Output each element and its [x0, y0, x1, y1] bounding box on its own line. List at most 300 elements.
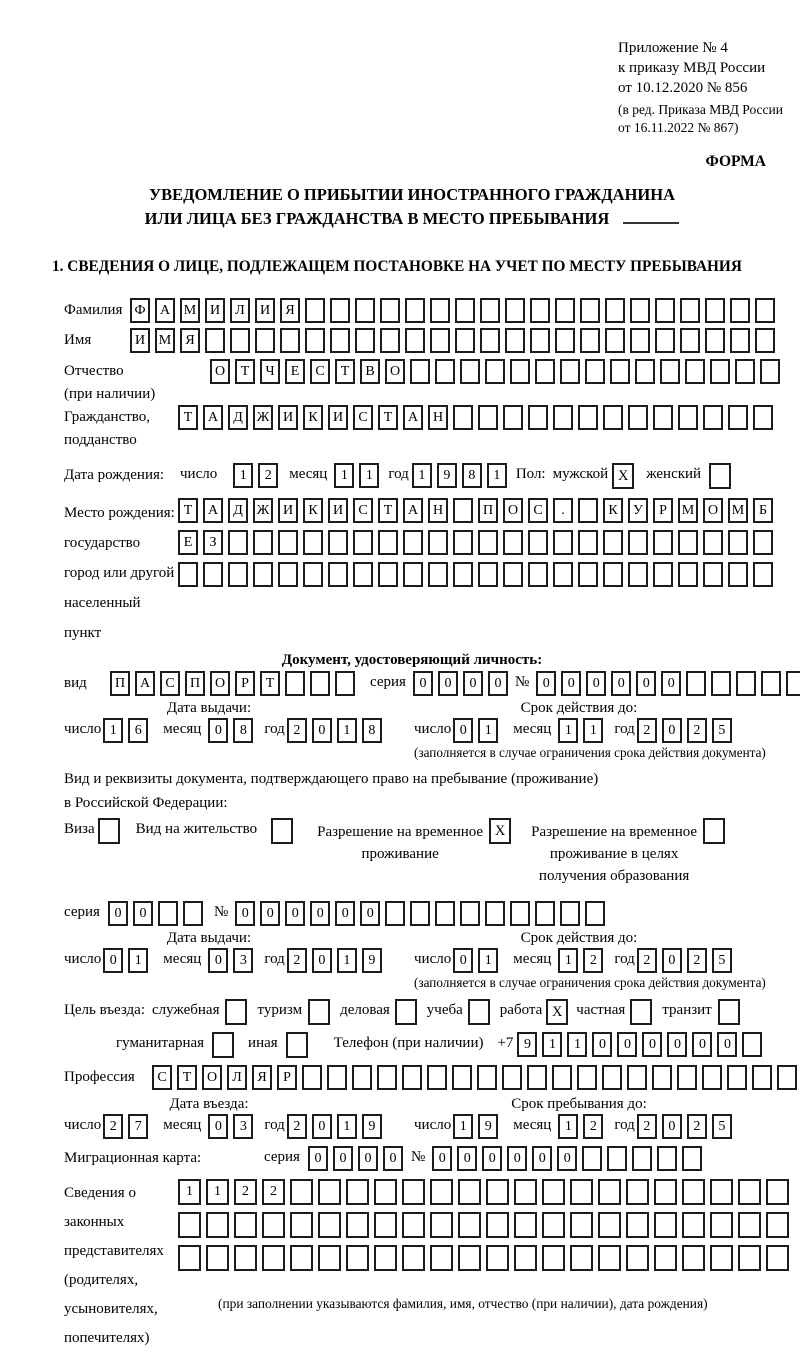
char-cell[interactable]: С: [152, 1065, 172, 1090]
char-cell[interactable]: [705, 298, 725, 323]
char-cell[interactable]: [626, 1179, 649, 1205]
char-cell[interactable]: 0: [235, 901, 255, 926]
char-cell[interactable]: 0: [453, 948, 473, 973]
char-cell[interactable]: [303, 562, 323, 587]
char-cell[interactable]: [711, 671, 731, 696]
char-cell[interactable]: 1: [567, 1032, 587, 1057]
char-cell[interactable]: [755, 298, 775, 323]
char-cell[interactable]: 0: [208, 718, 228, 743]
char-cell[interactable]: [542, 1212, 565, 1238]
char-cell[interactable]: [570, 1212, 593, 1238]
char-cell[interactable]: [405, 298, 425, 323]
char-cell[interactable]: М: [155, 328, 175, 353]
char-cell[interactable]: 0: [208, 948, 228, 973]
char-cell[interactable]: [353, 562, 373, 587]
char-cell[interactable]: 8: [233, 718, 253, 743]
char-cell[interactable]: [480, 328, 500, 353]
char-cell[interactable]: А: [203, 405, 223, 430]
char-cell[interactable]: [655, 298, 675, 323]
char-cell[interactable]: 6: [128, 718, 148, 743]
char-cell[interactable]: [527, 1065, 547, 1090]
char-cell[interactable]: [278, 562, 298, 587]
char-cell[interactable]: [374, 1179, 397, 1205]
char-cell[interactable]: [627, 1065, 647, 1090]
char-cell[interactable]: [453, 530, 473, 555]
char-cell[interactable]: В: [360, 359, 380, 384]
char-cell[interactable]: [477, 1065, 497, 1090]
char-cell[interactable]: [455, 328, 475, 353]
char-cell[interactable]: [530, 298, 550, 323]
char-cell[interactable]: [428, 530, 448, 555]
char-cell[interactable]: 3: [233, 1114, 253, 1139]
char-cell[interactable]: 0: [561, 671, 581, 696]
char-cell[interactable]: [503, 405, 523, 430]
char-cell[interactable]: [305, 328, 325, 353]
char-cell[interactable]: [710, 359, 730, 384]
char-cell[interactable]: [205, 328, 225, 353]
char-cell[interactable]: 0: [611, 671, 631, 696]
char-cell[interactable]: 1: [478, 948, 498, 973]
char-cell[interactable]: [607, 1146, 627, 1171]
char-cell[interactable]: 0: [438, 671, 458, 696]
char-cell[interactable]: 3: [233, 948, 253, 973]
char-cell[interactable]: 5: [712, 948, 732, 973]
char-cell[interactable]: [305, 298, 325, 323]
char-cell[interactable]: [736, 671, 756, 696]
char-cell[interactable]: 1: [558, 718, 578, 743]
char-cell[interactable]: И: [130, 328, 150, 353]
char-cell[interactable]: [453, 498, 473, 523]
char-cell[interactable]: [318, 1245, 341, 1271]
char-cell[interactable]: [703, 562, 723, 587]
char-cell[interactable]: [542, 1245, 565, 1271]
char-cell[interactable]: 0: [557, 1146, 577, 1171]
char-cell[interactable]: [486, 1179, 509, 1205]
char-cell[interactable]: [478, 530, 498, 555]
char-cell[interactable]: 2: [637, 948, 657, 973]
char-cell[interactable]: М: [678, 498, 698, 523]
char-cell[interactable]: [485, 359, 505, 384]
char-cell[interactable]: [335, 671, 355, 696]
char-cell[interactable]: [602, 1065, 622, 1090]
char-cell[interactable]: [578, 530, 598, 555]
char-cell[interactable]: 8: [362, 718, 382, 743]
char-cell[interactable]: [603, 530, 623, 555]
char-cell[interactable]: Д: [228, 498, 248, 523]
char-cell[interactable]: [502, 1065, 522, 1090]
char-cell[interactable]: [710, 1212, 733, 1238]
char-cell[interactable]: 0: [108, 901, 128, 926]
char-cell[interactable]: [653, 405, 673, 430]
char-cell[interactable]: 2: [687, 1114, 707, 1139]
char-cell[interactable]: [752, 1065, 772, 1090]
char-cell[interactable]: [635, 359, 655, 384]
char-cell[interactable]: [410, 901, 430, 926]
char-cell[interactable]: 0: [662, 718, 682, 743]
char-cell[interactable]: Ф: [130, 298, 150, 323]
char-cell[interactable]: [353, 530, 373, 555]
char-cell[interactable]: Б: [753, 498, 773, 523]
char-cell[interactable]: [528, 530, 548, 555]
char-cell[interactable]: 0: [335, 901, 355, 926]
char-cell[interactable]: 1: [487, 463, 507, 488]
char-cell[interactable]: [486, 1212, 509, 1238]
char-cell[interactable]: С: [528, 498, 548, 523]
char-cell[interactable]: П: [185, 671, 205, 696]
char-cell[interactable]: Ж: [253, 498, 273, 523]
purpose-humanitarian-checkbox[interactable]: [212, 1032, 234, 1058]
char-cell[interactable]: О: [503, 498, 523, 523]
char-cell[interactable]: И: [328, 498, 348, 523]
char-cell[interactable]: [403, 530, 423, 555]
char-cell[interactable]: [703, 530, 723, 555]
char-cell[interactable]: [652, 1065, 672, 1090]
char-cell[interactable]: 0: [312, 1114, 332, 1139]
char-cell[interactable]: А: [403, 498, 423, 523]
purpose-work-checkbox[interactable]: X: [546, 999, 568, 1025]
char-cell[interactable]: С: [310, 359, 330, 384]
char-cell[interactable]: [178, 562, 198, 587]
char-cell[interactable]: [355, 298, 375, 323]
char-cell[interactable]: [653, 562, 673, 587]
char-cell[interactable]: Л: [227, 1065, 247, 1090]
char-cell[interactable]: 0: [636, 671, 656, 696]
char-cell[interactable]: К: [303, 405, 323, 430]
char-cell[interactable]: 2: [637, 1114, 657, 1139]
char-cell[interactable]: [578, 405, 598, 430]
char-cell[interactable]: И: [328, 405, 348, 430]
char-cell[interactable]: 1: [542, 1032, 562, 1057]
char-cell[interactable]: [505, 298, 525, 323]
char-cell[interactable]: П: [478, 498, 498, 523]
char-cell[interactable]: [460, 901, 480, 926]
char-cell[interactable]: [330, 298, 350, 323]
char-cell[interactable]: [455, 298, 475, 323]
char-cell[interactable]: [578, 498, 598, 523]
char-cell[interactable]: А: [135, 671, 155, 696]
char-cell[interactable]: [703, 405, 723, 430]
char-cell[interactable]: [346, 1245, 369, 1271]
char-cell[interactable]: [605, 298, 625, 323]
char-cell[interactable]: [682, 1245, 705, 1271]
char-cell[interactable]: [206, 1212, 229, 1238]
char-cell[interactable]: [380, 328, 400, 353]
char-cell[interactable]: Т: [378, 405, 398, 430]
char-cell[interactable]: [728, 405, 748, 430]
char-cell[interactable]: 1: [359, 463, 379, 488]
char-cell[interactable]: [727, 1065, 747, 1090]
char-cell[interactable]: 0: [482, 1146, 502, 1171]
char-cell[interactable]: И: [278, 498, 298, 523]
char-cell[interactable]: [728, 562, 748, 587]
char-cell[interactable]: 1: [337, 718, 357, 743]
char-cell[interactable]: [705, 328, 725, 353]
char-cell[interactable]: 0: [312, 718, 332, 743]
char-cell[interactable]: 0: [617, 1032, 637, 1057]
char-cell[interactable]: [710, 1179, 733, 1205]
char-cell[interactable]: 9: [362, 1114, 382, 1139]
char-cell[interactable]: [405, 328, 425, 353]
char-cell[interactable]: У: [628, 498, 648, 523]
char-cell[interactable]: Ж: [253, 405, 273, 430]
char-cell[interactable]: 0: [457, 1146, 477, 1171]
char-cell[interactable]: 2: [258, 463, 278, 488]
char-cell[interactable]: [598, 1245, 621, 1271]
char-cell[interactable]: [503, 562, 523, 587]
char-cell[interactable]: [178, 1245, 201, 1271]
char-cell[interactable]: [553, 562, 573, 587]
residence-permit-card-checkbox[interactable]: [271, 818, 293, 844]
temp-residence-edu-checkbox[interactable]: [703, 818, 725, 844]
char-cell[interactable]: [630, 298, 650, 323]
char-cell[interactable]: [585, 359, 605, 384]
char-cell[interactable]: Н: [428, 498, 448, 523]
char-cell[interactable]: [555, 328, 575, 353]
char-cell[interactable]: 9: [362, 948, 382, 973]
char-cell[interactable]: [428, 562, 448, 587]
char-cell[interactable]: 0: [308, 1146, 328, 1171]
char-cell[interactable]: [653, 530, 673, 555]
char-cell[interactable]: 0: [310, 901, 330, 926]
char-cell[interactable]: [578, 562, 598, 587]
char-cell[interactable]: [628, 530, 648, 555]
char-cell[interactable]: [430, 1179, 453, 1205]
char-cell[interactable]: [355, 328, 375, 353]
char-cell[interactable]: [735, 359, 755, 384]
char-cell[interactable]: [677, 1065, 697, 1090]
char-cell[interactable]: [580, 328, 600, 353]
char-cell[interactable]: 1: [128, 948, 148, 973]
char-cell[interactable]: 0: [133, 901, 153, 926]
char-cell[interactable]: [570, 1179, 593, 1205]
char-cell[interactable]: [682, 1212, 705, 1238]
char-cell[interactable]: [330, 328, 350, 353]
char-cell[interactable]: 2: [687, 718, 707, 743]
char-cell[interactable]: [514, 1212, 537, 1238]
char-cell[interactable]: 1: [583, 718, 603, 743]
purpose-tourism-checkbox[interactable]: [308, 999, 330, 1025]
char-cell[interactable]: [328, 530, 348, 555]
temp-residence-checkbox[interactable]: X: [489, 818, 511, 844]
char-cell[interactable]: [346, 1179, 369, 1205]
char-cell[interactable]: [453, 562, 473, 587]
char-cell[interactable]: [630, 328, 650, 353]
char-cell[interactable]: 8: [462, 463, 482, 488]
char-cell[interactable]: 0: [642, 1032, 662, 1057]
char-cell[interactable]: О: [703, 498, 723, 523]
purpose-study-checkbox[interactable]: [468, 999, 490, 1025]
char-cell[interactable]: Т: [260, 671, 280, 696]
char-cell[interactable]: 9: [437, 463, 457, 488]
char-cell[interactable]: 1: [334, 463, 354, 488]
char-cell[interactable]: [203, 562, 223, 587]
char-cell[interactable]: И: [255, 298, 275, 323]
char-cell[interactable]: О: [202, 1065, 222, 1090]
char-cell[interactable]: [228, 530, 248, 555]
purpose-other-checkbox[interactable]: [286, 1032, 308, 1058]
char-cell[interactable]: [430, 1212, 453, 1238]
char-cell[interactable]: Я: [280, 298, 300, 323]
char-cell[interactable]: [628, 405, 648, 430]
char-cell[interactable]: [570, 1245, 593, 1271]
char-cell[interactable]: 0: [586, 671, 606, 696]
char-cell[interactable]: Я: [252, 1065, 272, 1090]
char-cell[interactable]: М: [728, 498, 748, 523]
char-cell[interactable]: [318, 1179, 341, 1205]
char-cell[interactable]: [374, 1212, 397, 1238]
char-cell[interactable]: [178, 1212, 201, 1238]
char-cell[interactable]: 0: [667, 1032, 687, 1057]
char-cell[interactable]: [598, 1179, 621, 1205]
char-cell[interactable]: [402, 1179, 425, 1205]
char-cell[interactable]: 2: [287, 1114, 307, 1139]
char-cell[interactable]: [680, 298, 700, 323]
char-cell[interactable]: 0: [360, 901, 380, 926]
char-cell[interactable]: [760, 359, 780, 384]
char-cell[interactable]: Т: [378, 498, 398, 523]
char-cell[interactable]: [290, 1245, 313, 1271]
char-cell[interactable]: Д: [228, 405, 248, 430]
char-cell[interactable]: 0: [661, 671, 681, 696]
char-cell[interactable]: [654, 1245, 677, 1271]
char-cell[interactable]: 1: [337, 1114, 357, 1139]
char-cell[interactable]: З: [203, 530, 223, 555]
char-cell[interactable]: [378, 562, 398, 587]
char-cell[interactable]: 9: [478, 1114, 498, 1139]
char-cell[interactable]: [435, 901, 455, 926]
char-cell[interactable]: [253, 530, 273, 555]
char-cell[interactable]: Т: [178, 405, 198, 430]
char-cell[interactable]: 0: [453, 718, 473, 743]
char-cell[interactable]: [427, 1065, 447, 1090]
char-cell[interactable]: [738, 1245, 761, 1271]
char-cell[interactable]: [402, 1065, 422, 1090]
char-cell[interactable]: [530, 328, 550, 353]
char-cell[interactable]: 9: [517, 1032, 537, 1057]
char-cell[interactable]: Ч: [260, 359, 280, 384]
purpose-private-checkbox[interactable]: [630, 999, 652, 1025]
char-cell[interactable]: [654, 1212, 677, 1238]
char-cell[interactable]: [228, 562, 248, 587]
char-cell[interactable]: 1: [103, 718, 123, 743]
char-cell[interactable]: [603, 562, 623, 587]
char-cell[interactable]: 5: [712, 1114, 732, 1139]
char-cell[interactable]: [753, 562, 773, 587]
char-cell[interactable]: [510, 359, 530, 384]
char-cell[interactable]: [290, 1212, 313, 1238]
char-cell[interactable]: [458, 1212, 481, 1238]
char-cell[interactable]: С: [353, 498, 373, 523]
char-cell[interactable]: С: [353, 405, 373, 430]
char-cell[interactable]: К: [303, 498, 323, 523]
char-cell[interactable]: [632, 1146, 652, 1171]
char-cell[interactable]: О: [385, 359, 405, 384]
char-cell[interactable]: 0: [488, 671, 508, 696]
char-cell[interactable]: [626, 1245, 649, 1271]
char-cell[interactable]: [290, 1179, 313, 1205]
char-cell[interactable]: [402, 1212, 425, 1238]
char-cell[interactable]: И: [278, 405, 298, 430]
char-cell[interactable]: [285, 671, 305, 696]
purpose-transit-checkbox[interactable]: [718, 999, 740, 1025]
char-cell[interactable]: [552, 1065, 572, 1090]
char-cell[interactable]: [786, 671, 800, 696]
char-cell[interactable]: А: [155, 298, 175, 323]
char-cell[interactable]: А: [203, 498, 223, 523]
char-cell[interactable]: 1: [412, 463, 432, 488]
char-cell[interactable]: [555, 298, 575, 323]
char-cell[interactable]: [753, 530, 773, 555]
char-cell[interactable]: [318, 1212, 341, 1238]
char-cell[interactable]: 2: [637, 718, 657, 743]
char-cell[interactable]: [458, 1179, 481, 1205]
char-cell[interactable]: [310, 671, 330, 696]
char-cell[interactable]: [577, 1065, 597, 1090]
char-cell[interactable]: [710, 1245, 733, 1271]
char-cell[interactable]: 0: [536, 671, 556, 696]
char-cell[interactable]: [560, 359, 580, 384]
char-cell[interactable]: 0: [662, 948, 682, 973]
char-cell[interactable]: [346, 1212, 369, 1238]
char-cell[interactable]: [528, 562, 548, 587]
char-cell[interactable]: [183, 901, 203, 926]
char-cell[interactable]: 0: [208, 1114, 228, 1139]
char-cell[interactable]: М: [180, 298, 200, 323]
char-cell[interactable]: [560, 901, 580, 926]
char-cell[interactable]: П: [110, 671, 130, 696]
char-cell[interactable]: [278, 530, 298, 555]
char-cell[interactable]: Е: [178, 530, 198, 555]
char-cell[interactable]: [452, 1065, 472, 1090]
char-cell[interactable]: [262, 1212, 285, 1238]
char-cell[interactable]: [766, 1179, 789, 1205]
char-cell[interactable]: 1: [478, 718, 498, 743]
char-cell[interactable]: 0: [103, 948, 123, 973]
char-cell[interactable]: К: [603, 498, 623, 523]
char-cell[interactable]: [598, 1212, 621, 1238]
char-cell[interactable]: [280, 328, 300, 353]
char-cell[interactable]: [553, 405, 573, 430]
char-cell[interactable]: [678, 562, 698, 587]
char-cell[interactable]: С: [160, 671, 180, 696]
char-cell[interactable]: [206, 1245, 229, 1271]
char-cell[interactable]: 1: [206, 1179, 229, 1205]
char-cell[interactable]: 7: [128, 1114, 148, 1139]
char-cell[interactable]: 2: [583, 948, 603, 973]
char-cell[interactable]: [585, 901, 605, 926]
char-cell[interactable]: [654, 1179, 677, 1205]
char-cell[interactable]: [377, 1065, 397, 1090]
char-cell[interactable]: 0: [432, 1146, 452, 1171]
char-cell[interactable]: [374, 1245, 397, 1271]
char-cell[interactable]: 0: [692, 1032, 712, 1057]
char-cell[interactable]: [657, 1146, 677, 1171]
char-cell[interactable]: 1: [178, 1179, 201, 1205]
char-cell[interactable]: 0: [717, 1032, 737, 1057]
purpose-official-checkbox[interactable]: [225, 999, 247, 1025]
char-cell[interactable]: [230, 328, 250, 353]
char-cell[interactable]: [528, 405, 548, 430]
char-cell[interactable]: [505, 328, 525, 353]
char-cell[interactable]: [685, 359, 705, 384]
char-cell[interactable]: [430, 1245, 453, 1271]
char-cell[interactable]: [480, 298, 500, 323]
char-cell[interactable]: [328, 562, 348, 587]
char-cell[interactable]: 0: [507, 1146, 527, 1171]
char-cell[interactable]: [327, 1065, 347, 1090]
char-cell[interactable]: [686, 671, 706, 696]
char-cell[interactable]: [755, 328, 775, 353]
